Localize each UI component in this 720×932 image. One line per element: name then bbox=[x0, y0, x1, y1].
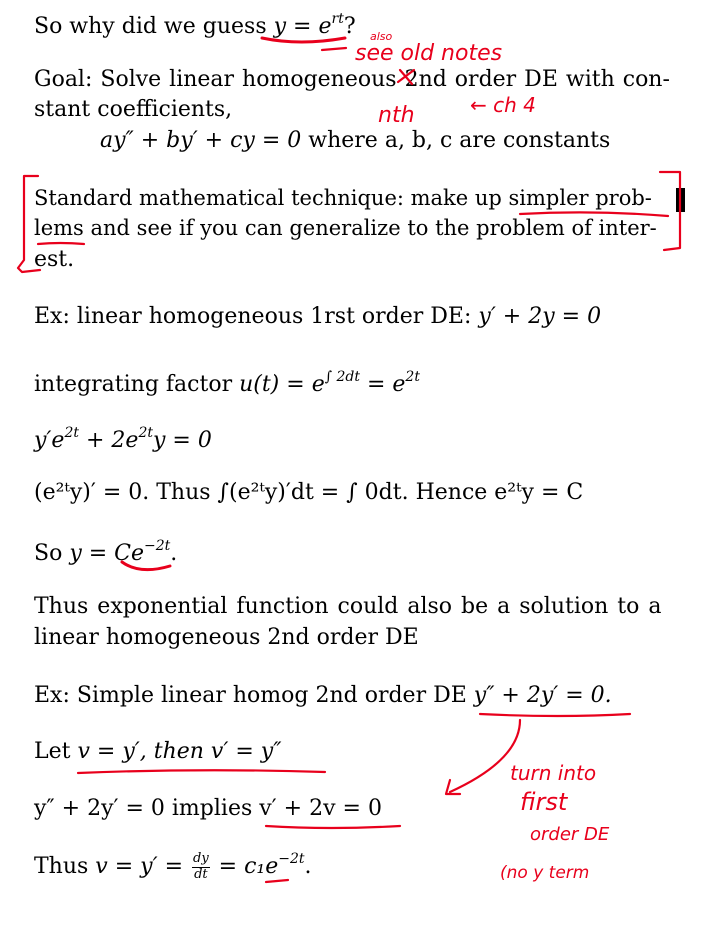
math: ay″ + by′ + cy = 0 bbox=[100, 128, 302, 153]
denominator: dt bbox=[194, 866, 208, 882]
math: v = y′ = bbox=[95, 854, 183, 879]
sup: 2t bbox=[405, 369, 420, 385]
line-exponential: Thus exponential function could also be a solution to a bbox=[34, 594, 662, 619]
fraction-dy-dt bbox=[192, 852, 210, 882]
line-homogeneous: linear homogeneous 2nd order DE bbox=[34, 625, 419, 650]
text: Thus bbox=[34, 854, 96, 879]
curved-arrow bbox=[450, 720, 520, 792]
text: ? bbox=[343, 14, 356, 39]
math: = e bbox=[359, 372, 406, 397]
underline-second-order bbox=[480, 714, 630, 716]
math: = c₁e bbox=[211, 854, 279, 879]
text: Let bbox=[34, 739, 78, 764]
line-implies: y″ + 2y′ = 0 implies v′ + 2v = 0 bbox=[34, 796, 382, 821]
sup: rt bbox=[331, 11, 344, 27]
arrow-also bbox=[322, 48, 346, 50]
math: y′ + 2y = 0 bbox=[478, 304, 602, 329]
text: Ex: linear homogeneous 1rst order DE: bbox=[34, 304, 479, 329]
arrowhead bbox=[446, 780, 460, 794]
annotation-ch4: ← ch 4 bbox=[470, 93, 536, 117]
line-thus-hence: (e²ᵗy)′ = 0. Thus ∫(e²ᵗy)′dt = ∫ 0dt. Hence e²ᵗy = C bbox=[34, 480, 584, 505]
line-integrating-factor bbox=[34, 370, 420, 396]
numerator: dy bbox=[193, 851, 209, 867]
math: y′e bbox=[34, 428, 65, 453]
annotation-see-old-notes: see old notes bbox=[355, 41, 503, 66]
line-equation bbox=[100, 130, 610, 152]
annotation-also: also bbox=[370, 30, 393, 43]
line-example-second-order bbox=[34, 685, 612, 707]
text: So bbox=[34, 541, 70, 566]
line-coefficients: stant coefficients, bbox=[34, 97, 233, 122]
line-product bbox=[34, 426, 212, 452]
text: where a, b, c are constants bbox=[301, 128, 611, 153]
line-so-y bbox=[34, 539, 177, 565]
annotation-first: first bbox=[520, 788, 568, 816]
text-cursor-block bbox=[676, 188, 685, 212]
sup: 2t bbox=[64, 425, 79, 441]
sup: −2t bbox=[278, 851, 305, 867]
math: y″ + 2y′ = 0. bbox=[473, 683, 612, 708]
underline-lems bbox=[38, 243, 84, 244]
sup: 2t bbox=[138, 425, 153, 441]
text: So why did we guess bbox=[34, 14, 274, 39]
line-est: est. bbox=[34, 247, 75, 272]
math: y = 0 bbox=[152, 428, 212, 453]
sup: ∫ 2dt bbox=[324, 369, 360, 385]
sup: −2t bbox=[144, 538, 171, 554]
text: . bbox=[304, 854, 312, 879]
underline-implies bbox=[266, 826, 400, 828]
math: y = e bbox=[273, 14, 332, 39]
line-standard-technique: Standard mathematical technique: make up simpler prob- bbox=[34, 186, 652, 210]
annotation-order-de: order DE bbox=[530, 824, 610, 845]
text: integrating factor bbox=[34, 372, 240, 397]
math: + 2e bbox=[79, 428, 139, 453]
line-let-v bbox=[34, 741, 281, 763]
math: v = y′, then v′ = y″ bbox=[77, 739, 282, 764]
line-generalize: lems and see if you can generalize to the problem of inter- bbox=[34, 216, 657, 240]
text: . bbox=[170, 541, 178, 566]
underline-let-v bbox=[78, 770, 325, 773]
annotation-no-y-term: (no y term bbox=[500, 863, 590, 883]
line-why-guess bbox=[34, 12, 356, 38]
math: y = Ce bbox=[69, 541, 145, 566]
text: Ex: Simple linear homog 2nd order DE bbox=[34, 683, 474, 708]
annotation-nth: nth bbox=[378, 103, 415, 128]
line-goal: Goal: Solve linear homogeneous 2nd order DE with con- bbox=[34, 67, 670, 92]
line-thus-v bbox=[34, 852, 312, 882]
math: u(t) = e bbox=[239, 372, 325, 397]
annotation-turn-into: turn into bbox=[510, 761, 597, 785]
line-example-first-order bbox=[34, 306, 601, 328]
